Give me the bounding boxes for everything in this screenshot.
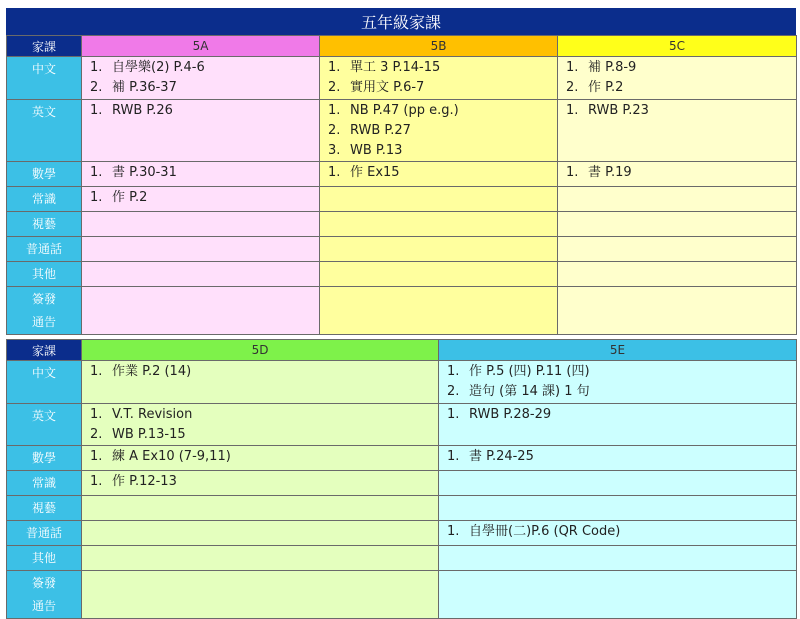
homework-item (82, 163, 319, 183)
homework-cell-5e (439, 361, 797, 404)
subject-row (7, 187, 797, 212)
item-text: 練 A Ex10 (7-9,11) (112, 449, 231, 464)
subject-label (7, 571, 82, 619)
item-number: 1. (90, 190, 103, 205)
homework-table-top (6, 35, 797, 335)
item-text: 作業 P.2 (14) (112, 364, 192, 379)
homework-item (558, 163, 796, 183)
item-number: 2. (90, 80, 103, 95)
item-text: WB P.13-15 (112, 427, 186, 442)
item-text: 作 Ex15 (350, 165, 400, 180)
homework-item (320, 58, 557, 78)
subject-row (7, 471, 797, 496)
subject-row (7, 496, 797, 521)
subject-name: 其他 (31, 267, 56, 281)
subject-row (7, 162, 797, 187)
subject-row (7, 57, 797, 100)
item-text: 自學樂(2) P.4-6 (112, 60, 205, 75)
homework-item (82, 405, 438, 425)
item-number: 1. (447, 524, 460, 539)
homework-item (558, 58, 796, 78)
subject-label (7, 546, 82, 571)
subject-label (7, 521, 82, 546)
subject-name: 簽發 (31, 576, 56, 590)
subject-name: 其他 (31, 551, 56, 565)
subject-row (7, 361, 797, 404)
item-number: 1. (90, 364, 103, 379)
homework-cell-5b (320, 57, 558, 100)
homework-cell-5b (320, 187, 558, 212)
homework-cell-5d (82, 496, 439, 521)
item-text: 造句 (第 14 課) 1 句 (469, 384, 590, 399)
homework-cell-5e (439, 446, 797, 471)
item-number: 1. (90, 407, 103, 422)
item-text: 實用文 P.6-7 (350, 80, 425, 95)
homework-cell-5d (82, 546, 439, 571)
homework-item (439, 405, 796, 425)
subject-row (7, 262, 797, 287)
homework-cell-5b (320, 212, 558, 237)
subject-row (7, 571, 797, 619)
homework-item (558, 101, 796, 121)
homework-item (82, 188, 319, 208)
homework-cell-5c (558, 57, 797, 100)
item-number: 2. (328, 123, 341, 138)
item-text: 作 P.2 (112, 190, 148, 205)
item-text: NB P.47 (pp e.g.) (350, 103, 459, 118)
homework-cell-5c (558, 187, 797, 212)
homework-item (558, 78, 796, 98)
subject-name: 中文 (31, 366, 56, 380)
homework-item (439, 382, 796, 402)
homework-item (439, 362, 796, 382)
subject-name: 數學 (31, 451, 56, 465)
subject-name: 普通話 (25, 526, 62, 540)
class-header-5a: 5A (82, 36, 320, 57)
homework-cell-5d (82, 571, 439, 619)
subject-label (7, 496, 82, 521)
subject-label (7, 162, 82, 187)
class-header-5c: 5C (558, 36, 797, 57)
homework-cell-5a (82, 100, 320, 162)
class-header-5b: 5B (320, 36, 558, 57)
homework-cell-5a (82, 212, 320, 237)
item-number: 1. (447, 364, 460, 379)
homework-item (439, 522, 796, 542)
homework-table-bottom (6, 339, 797, 619)
homework-item (320, 163, 557, 183)
homework-cell-5c (558, 237, 797, 262)
item-text: 書 P.19 (588, 165, 632, 180)
item-number: 1. (90, 60, 103, 75)
homework-item (82, 425, 438, 445)
item-number: 1. (566, 103, 579, 118)
subject-label (7, 446, 82, 471)
item-number: 2. (90, 427, 103, 442)
subject-name: 普通話 (25, 242, 62, 256)
item-number: 1. (90, 449, 103, 464)
homework-item (82, 101, 319, 121)
homework-cell-5c (558, 212, 797, 237)
subject-row (7, 446, 797, 471)
subject-row (7, 521, 797, 546)
homework-item (320, 78, 557, 98)
item-text: 作 P.2 (588, 80, 624, 95)
item-text: RWB P.27 (350, 123, 411, 138)
subject-name: 常識 (31, 192, 56, 206)
subject-label (7, 287, 82, 335)
homework-cell-5e (439, 521, 797, 546)
homework-item (82, 447, 438, 467)
subject-label (7, 100, 82, 162)
item-text: 書 P.30-31 (112, 165, 177, 180)
subject-label (7, 361, 82, 404)
item-text: 書 P.24-25 (469, 449, 534, 464)
homework-item (320, 141, 557, 161)
homework-item (320, 101, 557, 121)
homework-cell-5b (320, 262, 558, 287)
item-number: 3. (328, 143, 341, 158)
item-number: 1. (328, 103, 341, 118)
item-text: WB P.13 (350, 143, 403, 158)
subject-label (7, 187, 82, 212)
item-text: 自學冊(二)P.6 (QR Code) (469, 524, 621, 539)
homework-cell-5c (558, 162, 797, 187)
homework-cell-5e (439, 571, 797, 619)
item-number: 1. (566, 165, 579, 180)
item-number: 1. (566, 60, 579, 75)
item-number: 1. (90, 474, 103, 489)
subject-label (7, 57, 82, 100)
homework-cell-5c (558, 100, 797, 162)
subject-row (7, 546, 797, 571)
homework-cell-5b (320, 237, 558, 262)
item-number: 1. (447, 407, 460, 422)
homework-cell-5a (82, 187, 320, 212)
subject-name: 簽發 (31, 292, 56, 306)
subject-row (7, 100, 797, 162)
homework-cell-5d (82, 471, 439, 496)
homework-cell-5b (320, 162, 558, 187)
homework-cell-5d (82, 361, 439, 404)
homework-cell-5c (558, 287, 797, 335)
subject-name: 通告 (31, 315, 56, 329)
homework-cell-5e (439, 471, 797, 496)
homework-cell-5a (82, 287, 320, 335)
item-text: RWB P.26 (112, 103, 173, 118)
homework-item (320, 121, 557, 141)
item-number: 1. (447, 449, 460, 464)
subject-name: 常識 (31, 476, 56, 490)
item-text: RWB P.23 (588, 103, 649, 118)
homework-cell-5b (320, 100, 558, 162)
homework-cell-5b (320, 287, 558, 335)
page-title: 五年級家課 (6, 8, 796, 35)
item-text: 作 P.5 (四) P.11 (四) (469, 364, 590, 379)
homework-item (82, 472, 438, 492)
item-text: RWB P.28-29 (469, 407, 552, 422)
homework-cell-5d (82, 521, 439, 546)
homework-cell-5d (82, 446, 439, 471)
item-number: 2. (447, 384, 460, 399)
item-number: 2. (566, 80, 579, 95)
item-number: 1. (90, 103, 103, 118)
item-text: 補 P.36-37 (112, 80, 177, 95)
header-subject: 家課 (7, 36, 82, 57)
homework-item (439, 447, 796, 467)
subject-label (7, 471, 82, 496)
item-text: 補 P.8-9 (588, 60, 637, 75)
class-header-5d: 5D (82, 340, 439, 361)
subject-label (7, 212, 82, 237)
homework-cell-5a (82, 162, 320, 187)
item-number: 1. (90, 165, 103, 180)
homework-cell-5c (558, 262, 797, 287)
subject-row (7, 237, 797, 262)
subject-name: 數學 (31, 167, 56, 181)
item-number: 1. (328, 165, 341, 180)
item-number: 1. (328, 60, 341, 75)
homework-cell-5a (82, 57, 320, 100)
subject-name: 英文 (31, 105, 56, 119)
subject-name: 中文 (31, 62, 56, 76)
subject-name: 英文 (31, 409, 56, 423)
homework-cell-5d (82, 404, 439, 446)
homework-cell-5e (439, 496, 797, 521)
subject-name: 視藝 (31, 501, 56, 515)
item-text: 單工 3 P.14-15 (350, 60, 441, 75)
subject-label (7, 262, 82, 287)
subject-row (7, 287, 797, 335)
subject-name: 通告 (31, 599, 56, 613)
homework-cell-5a (82, 237, 320, 262)
homework-cell-5a (82, 262, 320, 287)
item-text: V.T. Revision (112, 407, 193, 422)
item-number: 2. (328, 80, 341, 95)
subject-name: 視藝 (31, 217, 56, 231)
homework-item (82, 362, 438, 382)
homework-item (82, 58, 319, 78)
subject-row (7, 404, 797, 446)
homework-item (82, 78, 319, 98)
homework-cell-5e (439, 404, 797, 446)
class-header-5e: 5E (439, 340, 797, 361)
header-subject: 家課 (7, 340, 82, 361)
item-text: 作 P.12-13 (112, 474, 177, 489)
subject-label (7, 404, 82, 446)
subject-row (7, 212, 797, 237)
homework-cell-5e (439, 546, 797, 571)
subject-label (7, 237, 82, 262)
